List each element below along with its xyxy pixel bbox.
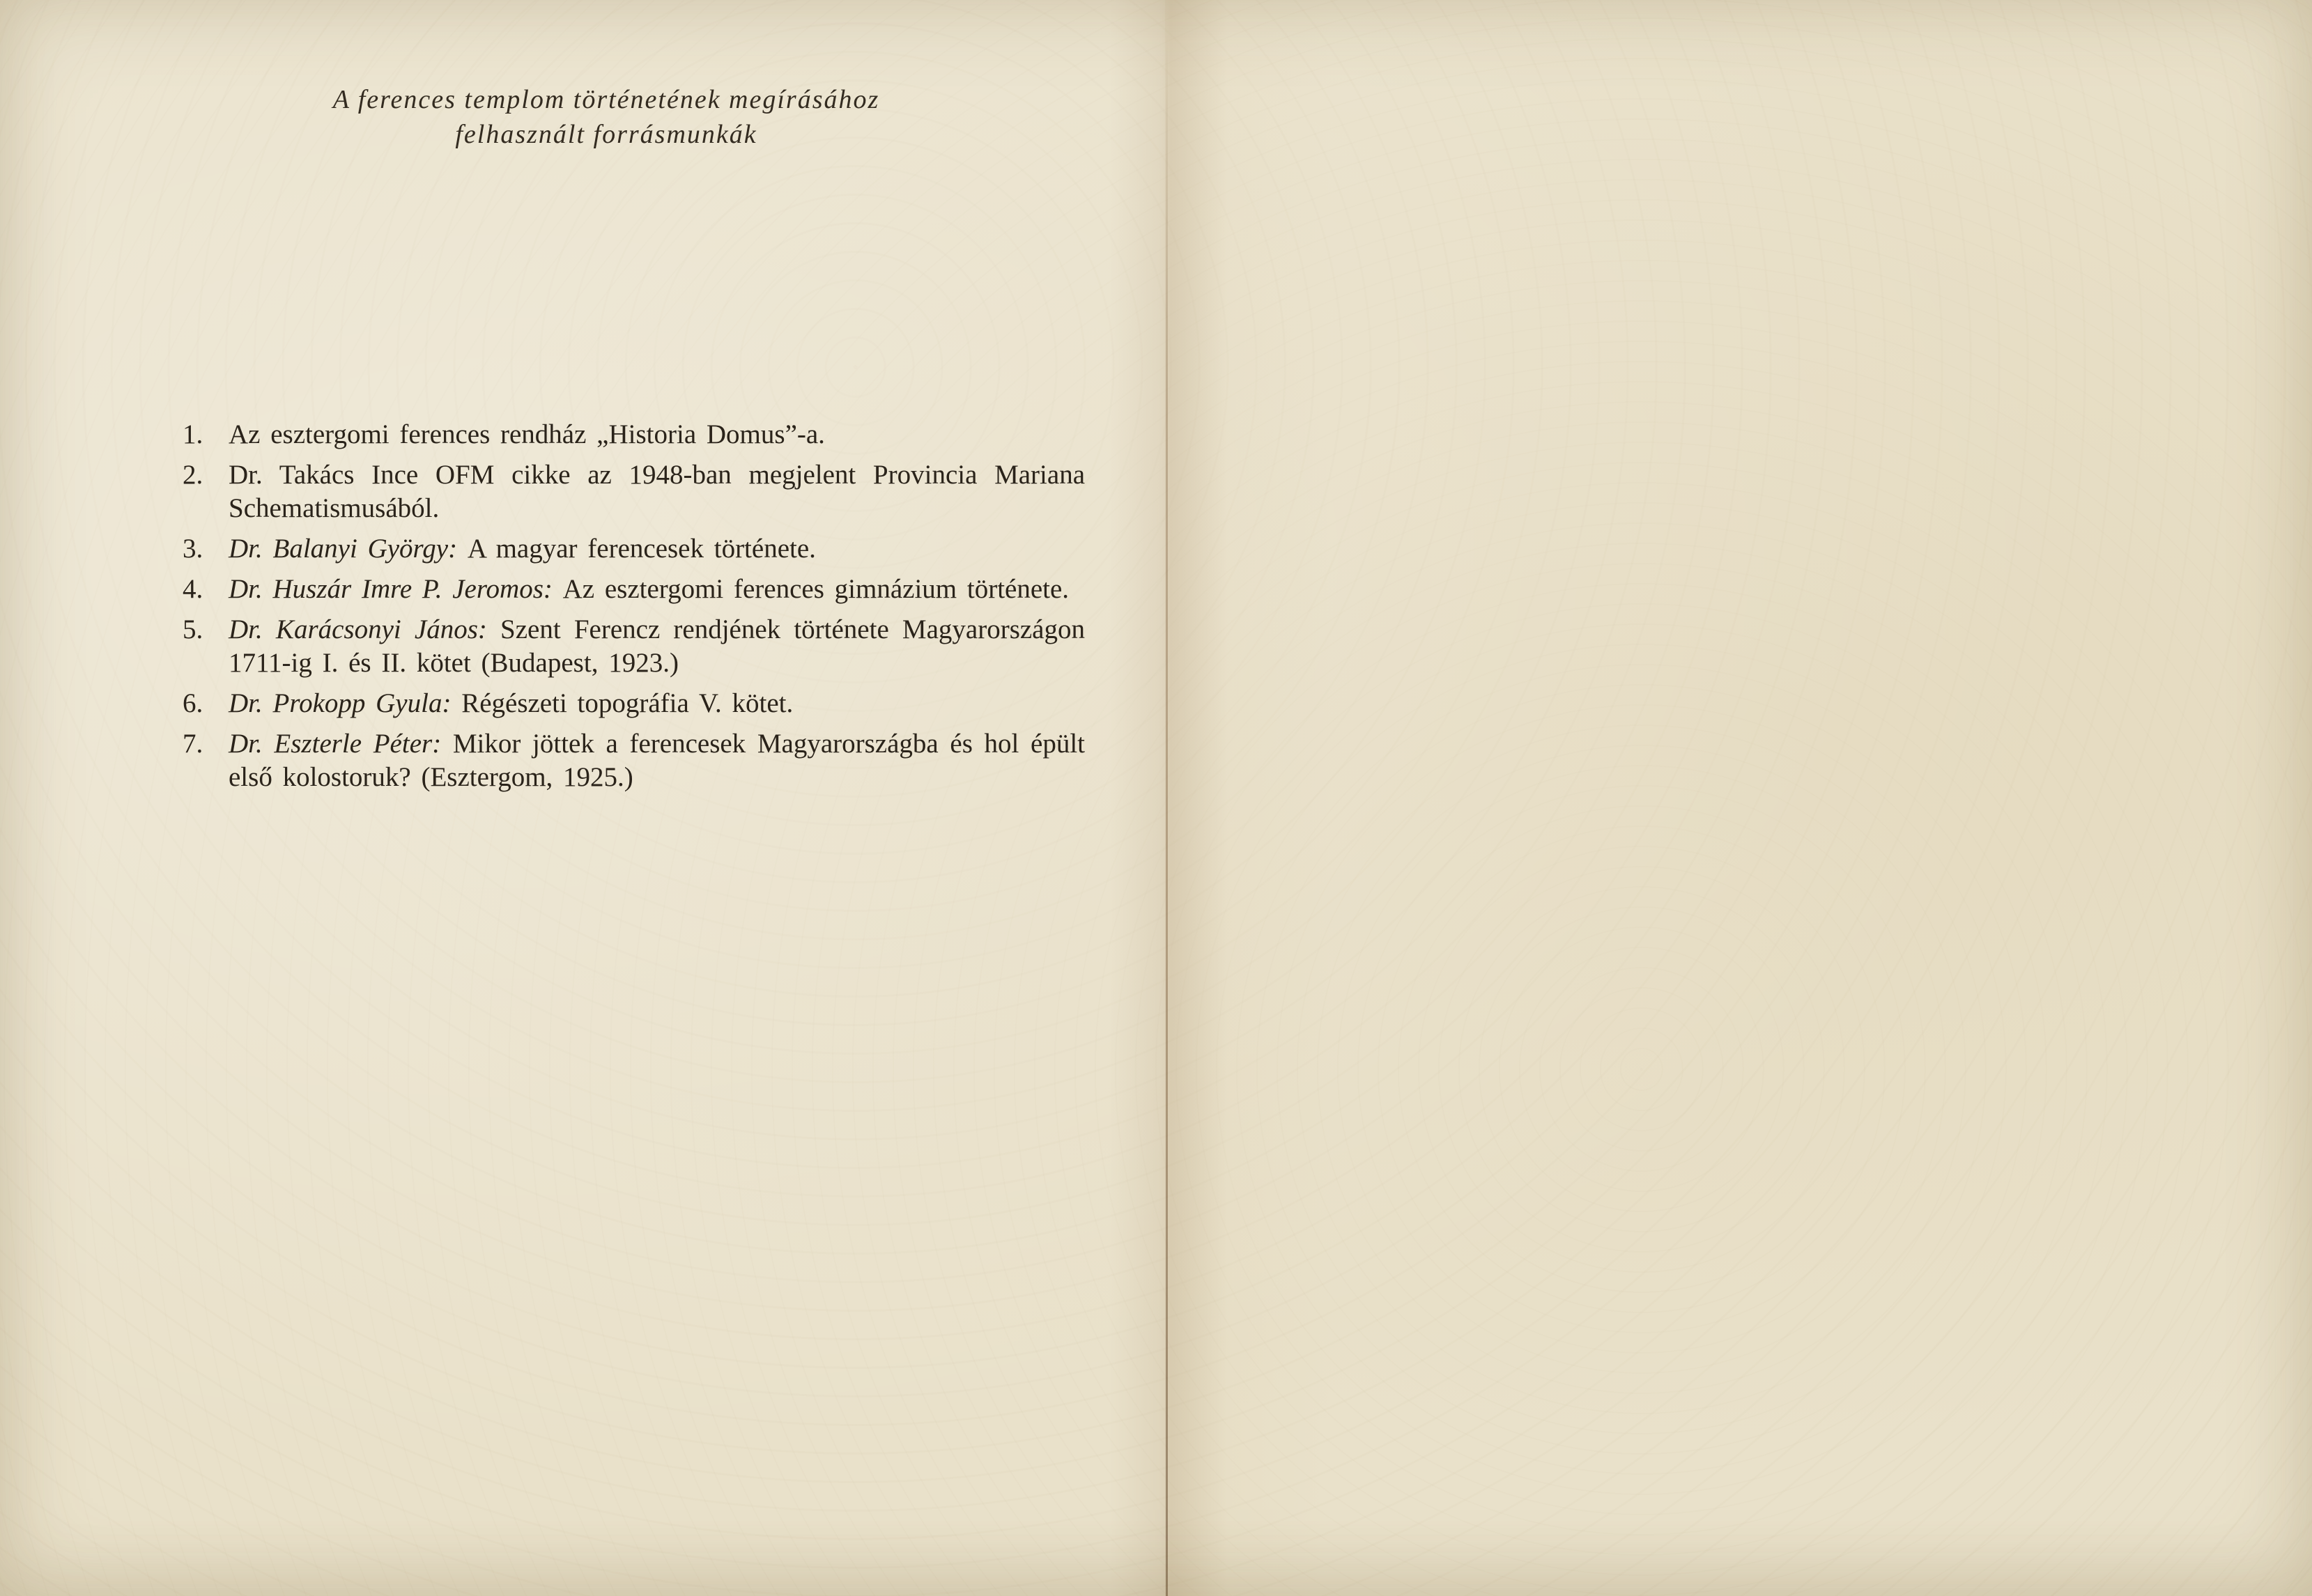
source-item-number: 2.	[183, 460, 203, 490]
source-item-text: Dr. Takács Ince OFM cikke az 1948-ban megjelent Provincia Mariana Schematismusából.	[229, 460, 1085, 523]
source-item	[183, 687, 1085, 720]
source-item	[183, 532, 1085, 566]
source-item-text: A magyar ferencesek története.	[467, 534, 816, 564]
sources-heading	[153, 82, 1059, 152]
source-item	[183, 418, 1085, 451]
sources-list	[183, 418, 1085, 801]
source-item-text: Mikor jöttek a ferencesek Magyarországba és hol épült első kolostoruk? (Esztergom, 1925.)	[229, 729, 1086, 792]
source-item-number: 7.	[183, 729, 203, 759]
source-item-author: Dr. Karácsonyi János:	[229, 614, 501, 644]
source-item	[183, 458, 1085, 525]
source-item-number: 3.	[183, 534, 203, 564]
source-item	[183, 573, 1085, 606]
source-item-number: 6.	[183, 688, 203, 718]
source-item-text: Szent Ferencz rendjének története Magyarországon 1711-ig I. és II. kötet (Budapest, 1923.)	[229, 614, 1085, 678]
source-item	[183, 727, 1085, 794]
source-item-text: Az esztergomi ferences rendház „Historia Domus”-a.	[229, 419, 825, 449]
source-item-text: Az esztergomi ferences gimnázium története.	[562, 574, 1070, 604]
source-item	[183, 613, 1085, 680]
sources-heading-line1: A ferences templom történetének megírásához	[332, 85, 880, 114]
source-item-author: Dr. Balanyi György:	[229, 534, 468, 564]
source-item-number: 5.	[183, 614, 203, 644]
right-page	[1165, 0, 2312, 1596]
source-item-text: Régészeti topográfia V. kötet.	[461, 688, 794, 718]
source-item-author: Dr. Huszár Imre P. Jeromos:	[229, 574, 563, 604]
source-item-number: 1.	[183, 419, 203, 449]
source-item-author: Dr. Prokopp Gyula:	[229, 688, 462, 718]
source-item-author: Dr. Eszterle Péter:	[229, 729, 453, 759]
source-item-number: 4.	[183, 574, 203, 604]
sources-heading-line2: felhasznált forrásmunkák	[455, 120, 757, 149]
